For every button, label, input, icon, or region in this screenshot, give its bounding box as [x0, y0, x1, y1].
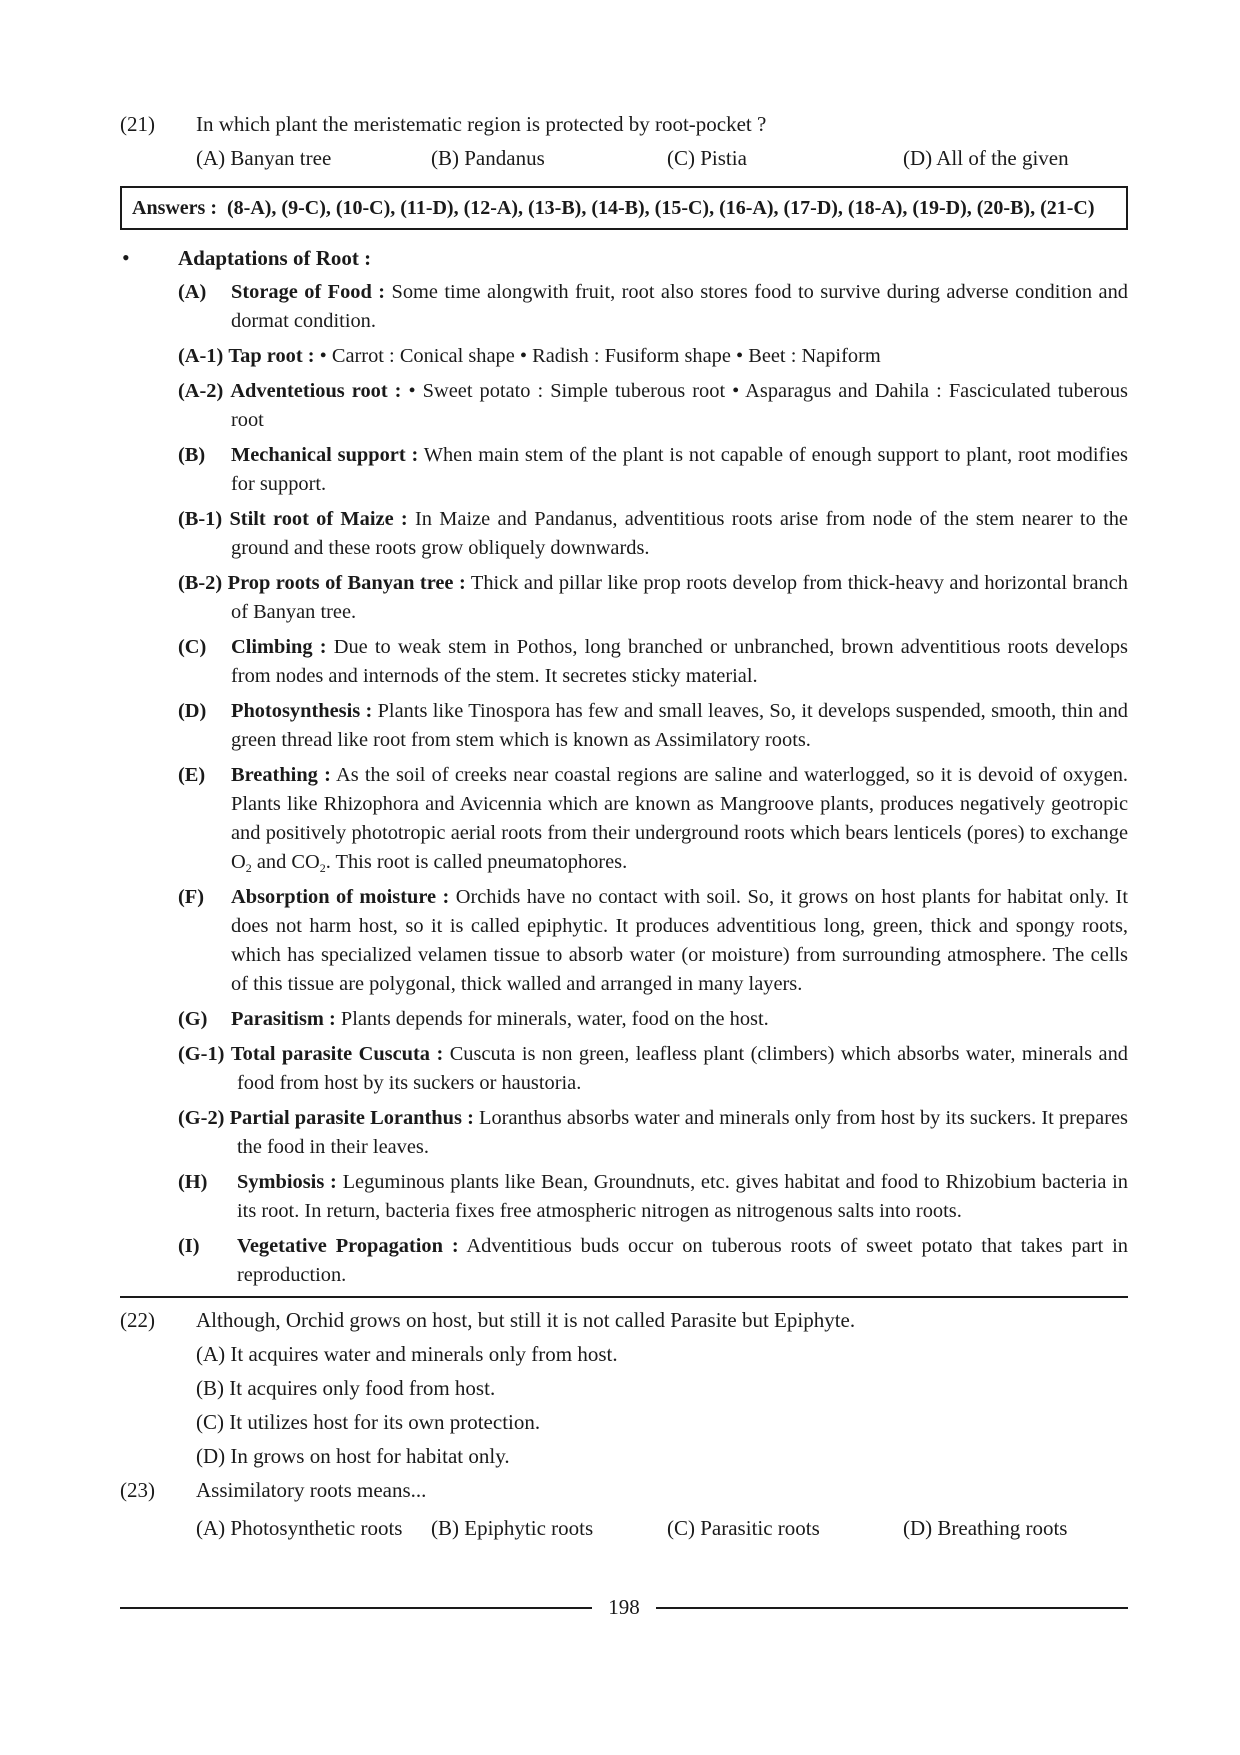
item-label: (E) [178, 764, 206, 786]
item-body: Thick and pillar like prop roots develop from thick-heavy and horizontal branch of Banyan tree. [231, 572, 1128, 623]
item-label: (A-2) [178, 380, 224, 402]
item-g [178, 1005, 1128, 1034]
question-23-options [120, 1516, 1128, 1544]
item-i [178, 1232, 1128, 1290]
item-body: Plants like Tinospora has few and small leaves, So, it develops suspended, smooth, thin and green thread like root from stem which is known as Assimilatory roots. [231, 700, 1128, 751]
item-g-1 [178, 1040, 1128, 1098]
item-label: (B) [178, 444, 206, 466]
bullet-icon: • [122, 245, 130, 270]
question-number: (21) [120, 112, 155, 136]
item-label: (H) [178, 1171, 208, 1193]
item-label: (G-1) [178, 1043, 225, 1065]
item-heading: Mechanical support : [231, 444, 419, 466]
question-21-options [120, 146, 1128, 174]
item-label: (B-1) [178, 508, 223, 530]
item-label: (C) [178, 636, 207, 658]
option-a: (A) Photosynthetic roots [196, 1516, 403, 1540]
item-heading: Breathing : [231, 764, 331, 786]
section-divider [120, 1296, 1128, 1298]
item-label: (I) [178, 1235, 200, 1257]
option-a: (A) Banyan tree [196, 146, 332, 170]
option-c: (C) It utilizes host for its own protection. [196, 1410, 541, 1434]
item-body: Due to weak stem in Pothos, long branched or unbranched, brown adventitious roots develops from nodes and internods of the stem. It secretes sticky material. [231, 636, 1128, 687]
section-title: Adaptations of Root : [178, 246, 372, 270]
item-body-end: . This root is called pneumatophores. [325, 851, 628, 873]
item-b [178, 441, 1128, 499]
item-heading: Storage of Food : [231, 281, 386, 303]
item-c [178, 633, 1128, 691]
item-body: Leguminous plants like Bean, Groundnuts, etc. gives habitat and food to Rhizobium bacteria in its root. In return, bacteria fixes free atmospheric nitrogen as nitrogenous salts into roots. [237, 1171, 1128, 1222]
option-b: (B) Epiphytic roots [431, 1516, 594, 1540]
item-heading: Parasitism : [231, 1008, 336, 1030]
item-heading: Tap root : [228, 345, 315, 367]
item-body: • Sweet potato : Simple tuberous root • Asparagus and Dahila : Fasciculated tuberous root [231, 380, 1128, 431]
item-body-mid: and CO [251, 851, 320, 873]
option-d: (D) Breathing roots [903, 1516, 1068, 1540]
page-number: 198 [608, 1595, 640, 1619]
item-h [178, 1168, 1128, 1226]
item-label: (A) [178, 281, 207, 303]
item-label: (G-2) [178, 1107, 225, 1129]
item-heading: Climbing : [231, 636, 327, 658]
option-a: (A) It acquires water and minerals only from host. [196, 1342, 618, 1366]
answers-box [120, 186, 1128, 230]
item-body: As the soil of creeks near coastal regions are saline and waterlogged, so it is devoid of oxygen. Plants like Rhizophora and Avicennia which are known as Mangroove plants, produces negatively geotropic and positively phototropic aerial roots from their underground roots which bears lenticels (pores) to exchange O [231, 764, 1128, 873]
question-22 [120, 1306, 1128, 1334]
item-label: (G) [178, 1008, 208, 1030]
question-text: In which plant the meristematic region is protected by root-pocket ? [196, 112, 767, 136]
item-f [178, 883, 1128, 999]
answers-label: Answers : [132, 197, 217, 219]
subscript: 2 [319, 861, 326, 875]
item-heading: Partial parasite Loranthus : [229, 1107, 474, 1129]
option-d: (D) All of the given [903, 146, 1069, 170]
item-body: Loranthus absorbs water and minerals only from host by its suckers. It prepares the food in their leaves. [237, 1107, 1128, 1158]
item-label: (B-2) [178, 572, 223, 594]
item-heading: Total parasite Cuscuta : [230, 1043, 444, 1065]
question-number: (22) [120, 1308, 155, 1332]
item-heading: Prop roots of Banyan tree : [227, 572, 466, 594]
item-b-1 [178, 505, 1128, 563]
question-text: Assimilatory roots means... [196, 1478, 427, 1502]
item-body: Some time alongwith fruit, root also stores food to survive during adverse condition and dormat condition. [231, 281, 1128, 332]
question-21 [120, 110, 1128, 138]
option-b: (B) Pandanus [431, 146, 545, 170]
item-heading: Absorption of moisture : [231, 886, 450, 908]
item-heading: Vegetative Propagation : [237, 1235, 459, 1257]
item-body: When main stem of the plant is not capable of enough support to plant, root modifies for support. [231, 444, 1128, 495]
item-heading: Photosynthesis : [231, 700, 373, 722]
item-a-2 [178, 377, 1128, 435]
item-heading: Symbiosis : [237, 1171, 337, 1193]
item-heading: Stilt root of Maize : [229, 508, 408, 530]
item-label: (D) [178, 700, 207, 722]
option-c: (C) Parasitic roots [667, 1516, 820, 1540]
item-body: • Carrot : Conical shape • Radish : Fusiform shape • Beet : Napiform [314, 345, 881, 367]
option-d: (D) In grows on host for habitat only. [196, 1444, 510, 1468]
item-heading: Adventetious root : [230, 380, 402, 402]
page-footer [120, 1593, 1128, 1623]
item-body: Plants depends for minerals, water, food on the host. [335, 1008, 769, 1030]
item-label: (F) [178, 886, 205, 908]
item-label: (A-1) [178, 345, 224, 367]
item-body: Adventitious buds occur on tuberous roots of sweet potato that takes part in reproduction. [237, 1235, 1128, 1286]
item-body: Orchids have no contact with soil. So, it grows on host plants for habitat only. It does not harm host, so it is called epiphytic. It produces adventitious long, green, thick and spongy roots, which has specialized velamen tissue to absorb water (or moisture) from surrounding atmosphere. The cells of this tissue are polygonal, thick walled and arranged in many layers. [231, 886, 1128, 995]
question-23 [120, 1476, 1128, 1504]
item-b-2 [178, 569, 1128, 627]
question-text: Although, Orchid grows on host, but still it is not called Parasite but Epiphyte. [196, 1308, 856, 1332]
subscript: 2 [245, 861, 252, 875]
option-b: (B) It acquires only food from host. [196, 1376, 496, 1400]
question-number: (23) [120, 1478, 155, 1502]
item-body: Cuscuta is non green, leafless plant (climbers) which absorbs water, minerals and food from host by its suckers or haustoria. [237, 1043, 1128, 1094]
option-c: (C) Pistia [667, 146, 747, 170]
item-a-1 [178, 342, 1128, 371]
item-g-2 [178, 1104, 1128, 1162]
item-d [178, 697, 1128, 755]
footer-rule-right [656, 1607, 1128, 1609]
item-body: In Maize and Pandanus, adventitious roots arise from node of the stem nearer to the ground and these roots grow obliquely downwards. [231, 508, 1128, 559]
page-content [120, 110, 1128, 1544]
item-e [178, 761, 1128, 877]
answers-text: (8-A), (9-C), (10-C), (11-D), (12-A), (13-B), (14-B), (15-C), (16-A), (17-D), (18-A), (19-D), (20-B), (21-C) [227, 197, 1095, 219]
adaptations-section [120, 244, 1128, 1290]
item-a [178, 278, 1128, 336]
